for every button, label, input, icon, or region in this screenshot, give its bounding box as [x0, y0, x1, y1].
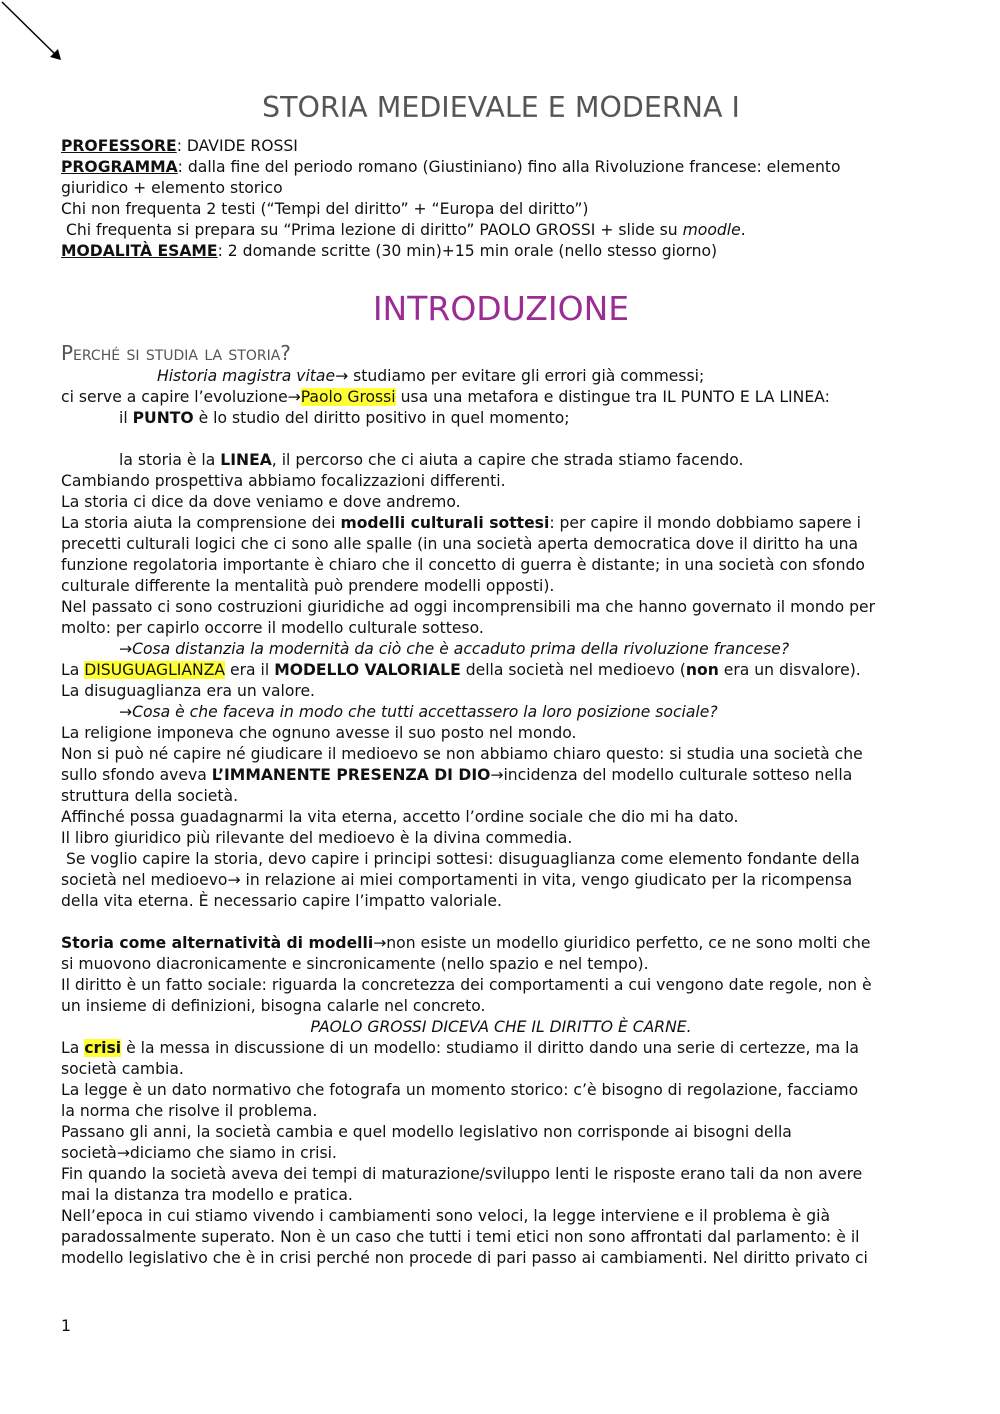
- attending-end: .: [740, 221, 746, 239]
- text-line: [61, 387, 941, 408]
- text-span: è la messa in discussione di un modello: studiamo il diritto dando una serie di certezze, ma la: [121, 1039, 859, 1057]
- text-span: la storia è la: [119, 451, 221, 469]
- text-line: La storia ci dice da dove veniamo e dove andremo.: [61, 493, 461, 511]
- text-line: funzione regolatoria importante è chiaro che il concetto di guerra è distante; in una società con sfondo: [61, 556, 865, 574]
- text-span: è lo studio del diritto positivo in quel momento;: [193, 409, 570, 427]
- text-line: [61, 450, 941, 471]
- moodle-text: moodle: [682, 221, 741, 239]
- program-label: PROGRAMMA: [61, 158, 178, 176]
- exam-line: [61, 241, 941, 262]
- text-span: era un disvalore).: [718, 661, 861, 679]
- text-line: mai la distanza tra modello e pratica.: [61, 1186, 353, 1204]
- text-line: [61, 1017, 941, 1038]
- highlight-paolo-grossi: Paolo Grossi: [300, 388, 396, 406]
- text-line: modello legislativo che è in crisi perché non procede di pari passo ai cambiamenti. Nel diritto privato ci: [61, 1249, 868, 1267]
- text-line: si muovono diacronicamente e sincronicamente (nello spazio e nel tempo).: [61, 955, 649, 973]
- text-line: Il diritto è un fatto sociale: riguarda la concretezza dei comportamenti a cui vengono date regole, non è: [61, 976, 872, 994]
- text-span: usa una metafora e distingue tra IL PUNTO E LA LINEA:: [395, 388, 830, 406]
- bold-text: modelli culturali sottesi: [340, 514, 550, 532]
- text-line: società nel medioevo→ in relazione ai miei comportamenti in vita, vengo giudicato per la ricompensa: [61, 871, 853, 889]
- bold-text: L’IMMANENTE PRESENZA DI DIO: [211, 766, 491, 784]
- text-line: [61, 1038, 941, 1059]
- text-line: Passano gli anni, la società cambia e quel modello legislativo non corrisponde ai bisogni della: [61, 1123, 792, 1141]
- intro-heading: INTRODUZIONE: [372, 289, 630, 328]
- exam-label: MODALITÀ ESAME: [61, 242, 218, 260]
- text-span: →non esiste un modello giuridico perfetto, ce ne sono molti che: [373, 934, 871, 952]
- latin-motto: Historia magistra vitae: [157, 367, 336, 385]
- text-line: [61, 702, 941, 723]
- program-line-2: giuridico + elemento storico: [61, 179, 283, 197]
- text-span: il: [119, 409, 133, 427]
- diagonal-arrow-icon: [0, 0, 70, 70]
- exam-value: : 2 domande scritte (30 min)+15 min orale (nello stesso giorno): [217, 242, 718, 260]
- text-line: Se voglio capire la storia, devo capire i principi sottesi: disuguaglianza come elemento fondante della: [61, 850, 860, 868]
- text-line: società→diciamo che siamo in crisi.: [61, 1144, 337, 1162]
- professor-label: PROFESSORE: [61, 137, 177, 155]
- text-line: [61, 660, 941, 681]
- text-span: La storia aiuta la comprensione dei: [61, 514, 341, 532]
- text-span: , il percorso che ci aiuta a capire che strada stiamo facendo.: [271, 451, 744, 469]
- program-value: : dalla fine del periodo romano (Giustiniano) fino alla Rivoluzione francese: elemento: [177, 158, 841, 176]
- text-line: [61, 639, 941, 660]
- text-span: era il: [225, 661, 275, 679]
- text-span: sullo sfondo aveva: [61, 766, 212, 784]
- text-line: struttura della società.: [61, 787, 239, 805]
- highlight-disuguaglianza: DISUGUAGLIANZA: [84, 661, 226, 679]
- text-line: paradossalmente superato. Non è un caso che tutti i temi etici non sono affrontati dal parlamento: è il: [61, 1228, 860, 1246]
- text-line: Cambiando prospettiva abbiamo focalizzazioni differenti.: [61, 472, 506, 490]
- text-line: Nel passato ci sono costruzioni giuridiche ad oggi incomprensibili ma che hanno governato il mondo per: [61, 598, 876, 616]
- text-line: società cambia.: [61, 1060, 184, 1078]
- section-heading: Perché si studia la storia?: [61, 341, 291, 365]
- text-line: La religione imponeva che ognuno avesse il suo posto nel mondo.: [61, 724, 577, 742]
- non-attending-line: Chi non frequenta 2 testi (“Tempi del diritto” + “Europa del diritto”): [61, 200, 589, 218]
- text-line: [61, 765, 941, 786]
- professor-value: : DAVIDE ROSSI: [176, 137, 298, 155]
- italic-question: →Cosa è che faceva in modo che tutti accettassero la loro posizione sociale?: [119, 703, 718, 721]
- document-content: [61, 90, 941, 1269]
- text-line: molto: per capirlo occorre il modello culturale sotteso.: [61, 619, 484, 637]
- italic-question: →Cosa distanzia la modernità da ciò che è accaduto prima della rivoluzione francese?: [119, 640, 790, 658]
- text-line: Non si può né capire né giudicare il medioevo se non abbiamo chiaro questo: si studia una società che: [61, 745, 863, 763]
- text-line: Nell’epoca in cui stiamo vivendo i cambiamenti sono veloci, la legge interviene e il problema è già: [61, 1207, 831, 1225]
- text-span: della società nel medioevo (: [460, 661, 686, 679]
- highlight-crisi: crisi: [84, 1039, 122, 1057]
- professor-line: [61, 136, 941, 157]
- text-line: Il libro giuridico più rilevante del medioevo è la divina commedia.: [61, 829, 573, 847]
- text-line: Affinché possa guadagnarmi la vita eterna, accetto l’ordine sociale che dio mi ha dato.: [61, 808, 739, 826]
- text-line: [61, 513, 941, 534]
- bold-linea: LINEA: [220, 451, 272, 469]
- bold-punto: PUNTO: [132, 409, 194, 427]
- bold-text: non: [685, 661, 719, 679]
- blank-line: [61, 912, 941, 933]
- text-line: La disuguaglianza era un valore.: [61, 682, 315, 700]
- program-line: [61, 157, 941, 178]
- text-line: Fin quando la società aveva dei tempi di maturazione/sviluppo lenti le risposte erano tali da non avere: [61, 1165, 863, 1183]
- text-span: : per capire il mondo dobbiamo sapere i: [549, 514, 861, 532]
- text-span: → studiamo per evitare gli errori già commessi;: [335, 367, 705, 385]
- text-line: La legge è un dato normativo che fotografa un momento storico: c’è bisogno di regolazione, facciamo: [61, 1081, 859, 1099]
- attending-text: Chi frequenta si prepara su “Prima lezione di diritto” PAOLO GROSSI + slide su: [61, 221, 683, 239]
- blank-line: [61, 429, 941, 450]
- text-line: [61, 933, 941, 954]
- text-line: un insieme di definizioni, bisogna calarle nel concreto.: [61, 997, 486, 1015]
- text-span: La: [61, 1039, 85, 1057]
- text-line: [61, 408, 941, 429]
- text-span: →incidenza del modello culturale sotteso nella: [490, 766, 853, 784]
- text-line: la norma che risolve il problema.: [61, 1102, 318, 1120]
- page-number: 1: [61, 1317, 71, 1335]
- page-title: STORIA MEDIEVALE E MODERNA I: [262, 91, 740, 124]
- text-span: La: [61, 661, 85, 679]
- bold-text: MODELLO VALORIALE: [274, 661, 461, 679]
- text-span: ci serve a capire l’evoluzione→: [61, 388, 301, 406]
- text-line: [61, 366, 941, 387]
- text-line: della vita eterna. È necessario capire l’impatto valoriale.: [61, 892, 502, 910]
- text-line: culturale differente la mentalità può prendere modelli opposti).: [61, 577, 555, 595]
- attending-line: [61, 220, 941, 241]
- italic-quote: PAOLO GROSSI DICEVA CHE IL DIRITTO È CARNE.: [310, 1018, 692, 1036]
- text-line: precetti culturali logici che ci sono alle spalle (in una società aperta democratica dove il diritto ha una: [61, 535, 859, 553]
- bold-text: Storia come alternatività di modelli: [61, 934, 374, 952]
